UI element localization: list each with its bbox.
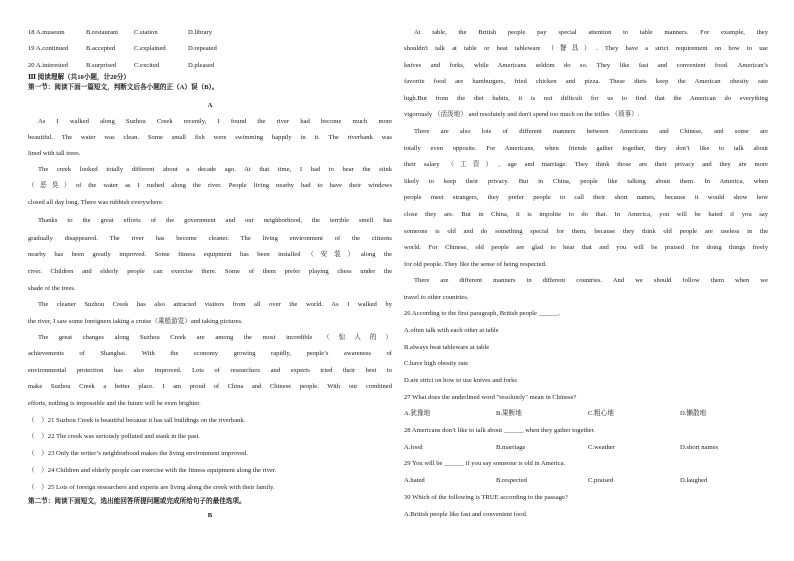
text-line: A.often talk with each other at table [404, 327, 499, 334]
paragraph-start: The creek looked totally different about a decade ago. At that time, I had to bear the stink [38, 166, 392, 173]
option-c: C.explained [134, 45, 166, 52]
option-b: B.accepted [86, 45, 116, 52]
option-b: B.果断地 [496, 410, 522, 417]
text-line: vigorously （活泼地） and resolutely and don't spend too much on the trifles （琐事）. [404, 111, 640, 118]
text-line: D.are strict on how to use knives and forks [404, 377, 517, 384]
text-line: closed all day long. There was rubbish everywhere. [28, 199, 164, 206]
text-line: shouldn't talk at table or beat tableware （餐具）. They have a strict requirement on how to use [404, 45, 768, 52]
text-line: knives and forks, while Americans seldom do so. They like fast and convenient food. American’s [404, 62, 768, 69]
text-line: B.always beat tableware at table [404, 344, 490, 351]
text-line: efforts, nothing is impossible and the future will be even brighter. [28, 400, 201, 407]
option-c: C.粗心地 [588, 410, 614, 417]
paragraph-start: At table, the British people pay special attention to table manners. For example, they [414, 29, 768, 36]
text-line: A.British people like fast and convenient food. [404, 511, 528, 518]
option-d: D.short names [680, 444, 719, 451]
text-line: （恶臭）of the water as I rushed along the river. People living nearby had to have their windows [28, 182, 392, 189]
text-line: environmental protection has also improved. Lots of researchers and experts tried their best to [28, 367, 392, 374]
text-line: gradually disappeared. The river has become cleaner. The living environment of the citizens [28, 235, 392, 242]
text-line: world. For Chinese, old people are glad to hear that and you will be praised for doing things freely [404, 244, 768, 251]
option-row [404, 477, 768, 485]
option-b: B.marriage [496, 444, 526, 451]
section-heading: 第一节：阅读下面一篇短文，判断文后各小题的正（A）误（B）。 [28, 84, 219, 91]
section-heading: 第二节：阅读下面短文，选出能回答所提问题或完成所给句子的最佳选项。 [28, 498, 246, 505]
text-line: make Suzhou Creek a better place. I am proud of China and Chinese people. With our combined [28, 383, 392, 390]
paragraph-start: The great changes along Suzhou Creek are among the most incredible （惊人的） [38, 334, 392, 341]
text-line: people meet strangers, they prefer people to call their short names, because it would show how [404, 194, 768, 201]
text-line: （ ）23 Only the writer’s neighborhood makes the living environment improved. [28, 450, 248, 457]
text-line: shade of the trees. [28, 285, 76, 292]
option-b: B.restaurant [86, 29, 119, 36]
option-d: D.懒散地 [680, 410, 707, 417]
option-d: D.pleased [188, 62, 215, 69]
text-line: favorite food are hamburgers, fried chicken and pizza. These diets keep the American obesity rate [404, 78, 768, 85]
option-row [404, 410, 768, 418]
text-line: 29 You will be ______ if you say someone is old in America. [404, 460, 566, 467]
option-row [28, 29, 392, 37]
text-line: （ ）22 The creek was seriously polluted and stank in the past. [28, 433, 200, 440]
option-c: C.excited [134, 62, 160, 69]
option-d: D.repeated [188, 45, 217, 52]
paragraph-start: There are different manners in different countries. And we should follow them when we [414, 277, 768, 284]
paragraph-start: Thanks to the great efforts of the government and our neighborhood, the terrible smell has [38, 217, 392, 224]
text-line: （ ）24 Children and elderly people can exercise with the fitness equipment along the river. [28, 467, 277, 474]
option-row [28, 62, 392, 70]
text-line: close they are. But in China, it is impolite to do that. In America, you will be hated if you say [404, 211, 768, 218]
option-a: 20 A.interested [28, 62, 68, 69]
passage-label: B [207, 512, 213, 519]
text-line: 30 Which of the following is TRUE according to the passage? [404, 494, 568, 501]
option-row [404, 444, 768, 452]
paragraph-start: The cleaner Suzhou Creek has also attracted visitors from all over the world. As I walked by [38, 301, 392, 308]
passage-label: A [207, 102, 213, 109]
option-a: A.hated [404, 477, 425, 484]
option-b: B.surprised [86, 62, 117, 69]
text-line: lined with tall trees. [28, 150, 81, 157]
option-d: D.laughed [680, 477, 708, 484]
text-line: river. Children and elderly people can exercise there. Some of them prefer playing chess under the [28, 268, 392, 275]
text-line: 28 Americans don’t like to talk about ______ when they gather together. [404, 427, 596, 434]
text-line: 27 What does the underlined word "resolutely" mean in Chinese? [404, 394, 577, 401]
text-line: someone is old and do something special for them, because they think old people are useless in the [404, 228, 768, 235]
text-line: （ ）25 Lots of foreign researchers and experts are living along the creek with their family. [28, 484, 275, 491]
option-c: C.weather [588, 444, 615, 451]
text-line: （ ）21 Suzhou Creek is beautiful because it has tall buildings on the riverbank. [28, 417, 246, 424]
text-line: nearby has been greatly improved. Some fitness equipment has been installed（安装）along the [28, 251, 392, 258]
text-line: travel to other countries. [404, 294, 469, 301]
text-line: beautiful. The water was clean. Some small fish were swimming happily in it. The riverbank was [28, 134, 392, 141]
option-a: A.food [404, 444, 423, 451]
paragraph-start: There are also lots of different manners between Americans and Chinese, and some are [414, 128, 768, 135]
text-line: for old people. They like the sense of being respected. [404, 261, 547, 268]
text-line: totally even opposite. For Americans, when friends gather together, they don’t like to talk about [404, 145, 768, 152]
option-d: D.library [188, 29, 212, 36]
option-a: 19 A.continued [28, 45, 69, 52]
text-line: likely to keep their privacy. But in China, people like talking about them. In America, when [404, 178, 768, 185]
paragraph-start: As I walked along Suzhou Creek recently, I found the river had become much more [38, 118, 392, 125]
text-line: achievements of Shanghai. With the economy growing rapidly, people’s awareness of [28, 350, 392, 357]
option-a: A.犹豫地 [404, 410, 431, 417]
option-a: 18 A.museum [28, 29, 65, 36]
text-line: high.But from the diet habits, it is not difficult for us to find that the American do everything [404, 95, 768, 102]
option-row [28, 45, 392, 53]
text-line: C.have high obesity rate [404, 360, 469, 367]
option-c: C.station [134, 29, 158, 36]
section-heading: Ⅲ 阅读理解（共10小题，计20分） [28, 74, 130, 81]
text-line: 26 According to the first paragraph, British people ______. [404, 310, 561, 317]
text-line: their salary （工资）, age and marriage. They think those are their privacy and they are more [404, 161, 768, 168]
text-line: the river, I saw some foreigners taking a cruise（乘船游览）and taking pictures. [28, 318, 243, 325]
option-b: B.respected [496, 477, 527, 484]
option-c: C.praised [588, 477, 614, 484]
